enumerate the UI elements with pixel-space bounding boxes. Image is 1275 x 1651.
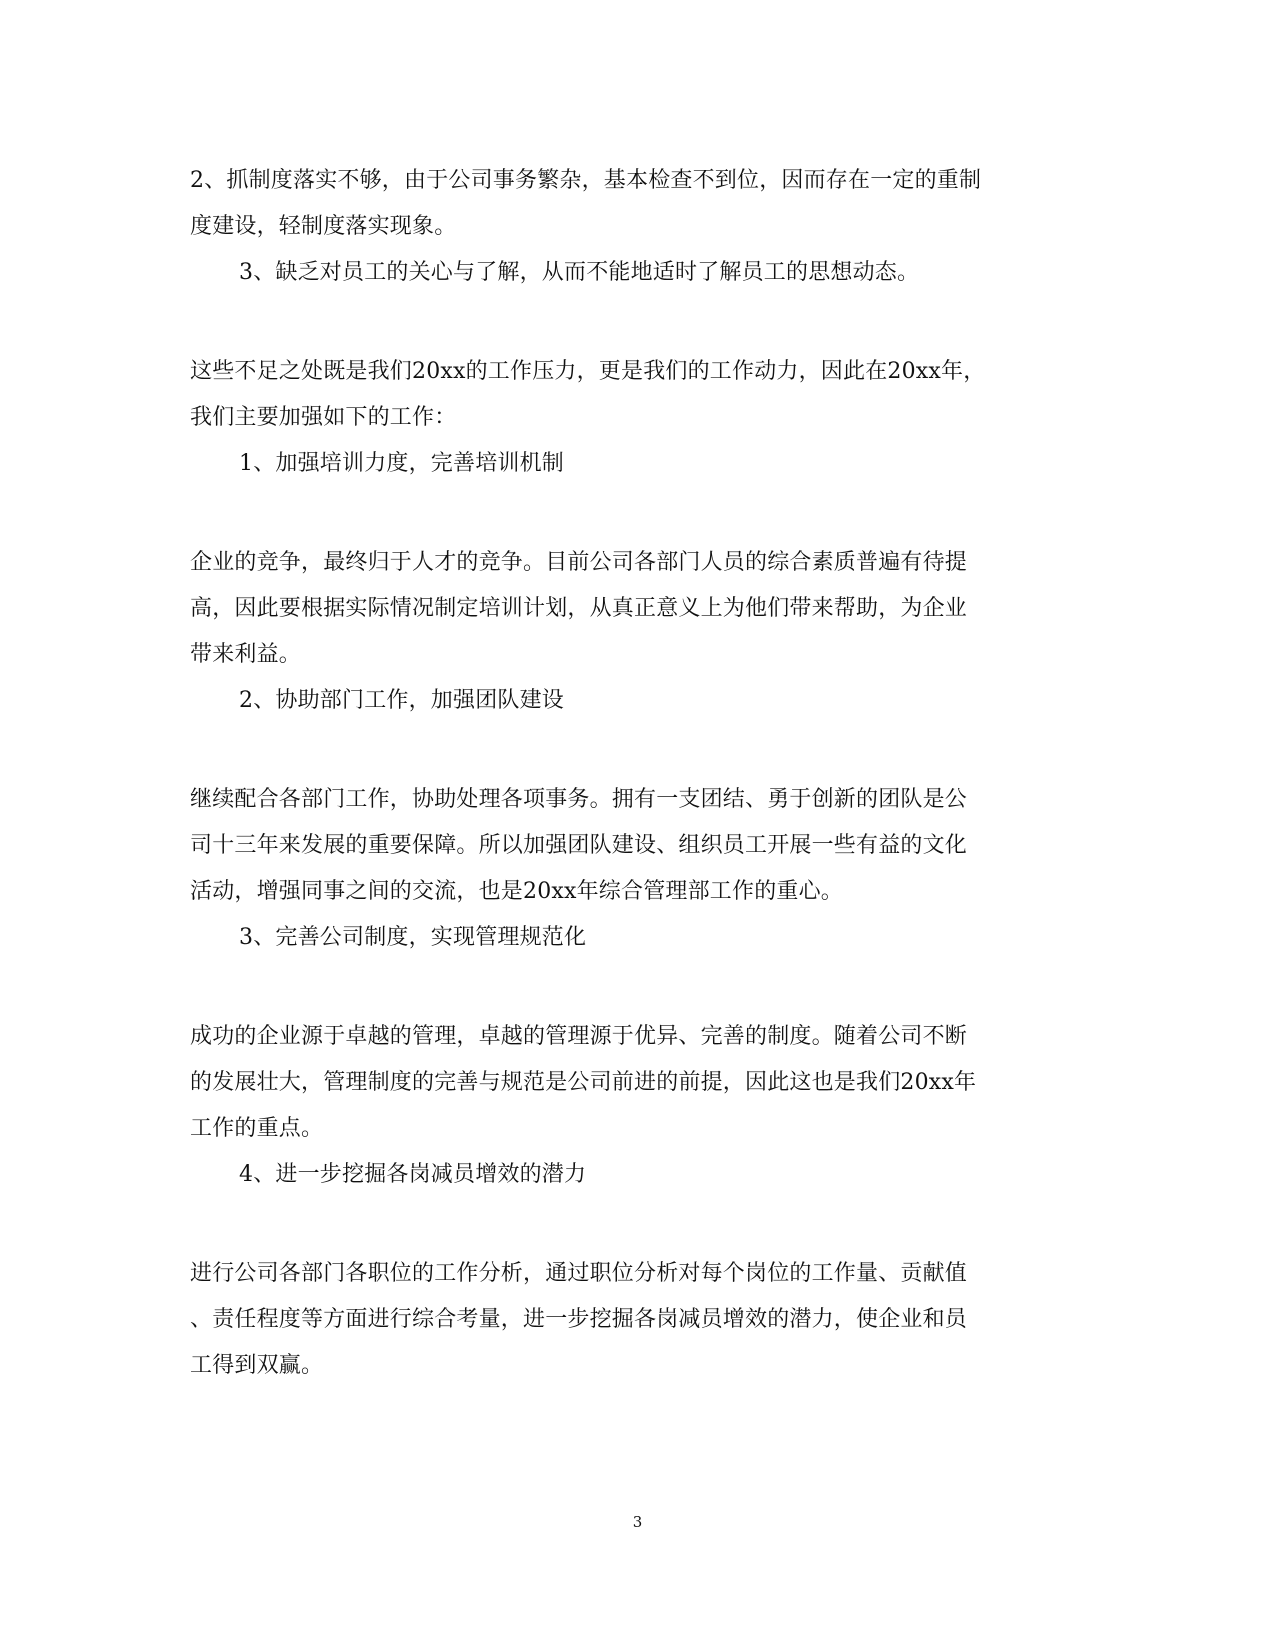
text-line: 工作的重点。 — [190, 1116, 324, 1141]
text-line: 我们主要加强如下的工作： — [190, 405, 457, 430]
text-line: 工得到双赢。 — [190, 1353, 324, 1378]
page-number: 3 — [632, 1513, 643, 1531]
text-line: 的发展壮大，管理制度的完善与规范是公司前进的前提，因此这也是我们20xx年 — [190, 1070, 977, 1095]
text-line: 企业的竞争，最终归于人才的竞争。目前公司各部门人员的综合素质普遍有待提 — [190, 550, 968, 575]
text-line: 高，因此要根据实际情况制定培训计划，从真正意义上为他们带来帮助，为企业 — [190, 596, 968, 621]
section-heading: 1、加强培训力度，完善培训机制 — [239, 451, 564, 476]
text-line: 成功的企业源于卓越的管理，卓越的管理源于优异、完善的制度。随着公司不断 — [190, 1024, 968, 1049]
text-line: 3、缺乏对员工的关心与了解，从而不能地适时了解员工的思想动态。 — [239, 260, 920, 285]
text-line: 、责任程度等方面进行综合考量，进一步挖掘各岗减员增效的潜力，使企业和员 — [190, 1307, 968, 1332]
text-line: 进行公司各部门各职位的工作分析，通过职位分析对每个岗位的工作量、贡献值 — [190, 1261, 968, 1286]
text-line: 继续配合各部门工作，协助处理各项事务。拥有一支团结、勇于创新的团队是公 — [190, 787, 968, 812]
text-line: 带来利益。 — [190, 642, 302, 667]
text-line: 度建设，轻制度落实现象。 — [190, 214, 457, 239]
text-line: 司十三年来发展的重要保障。所以加强团队建设、组织员工开展一些有益的文化 — [190, 833, 968, 858]
text-line: 这些不足之处既是我们20xx的工作压力，更是我们的工作动力，因此在20xx年， — [190, 359, 986, 384]
section-heading: 2、协助部门工作，加强团队建设 — [239, 688, 564, 713]
text-line: 活动，增强同事之间的交流，也是20xx年综合管理部工作的重心。 — [190, 879, 844, 904]
text-line: 2、抓制度落实不够，由于公司事务繁杂，基本检查不到位，因而存在一定的重制 — [190, 168, 982, 193]
section-heading: 3、完善公司制度，实现管理规范化 — [239, 925, 587, 950]
section-heading: 4、进一步挖掘各岗减员增效的潜力 — [239, 1162, 587, 1187]
